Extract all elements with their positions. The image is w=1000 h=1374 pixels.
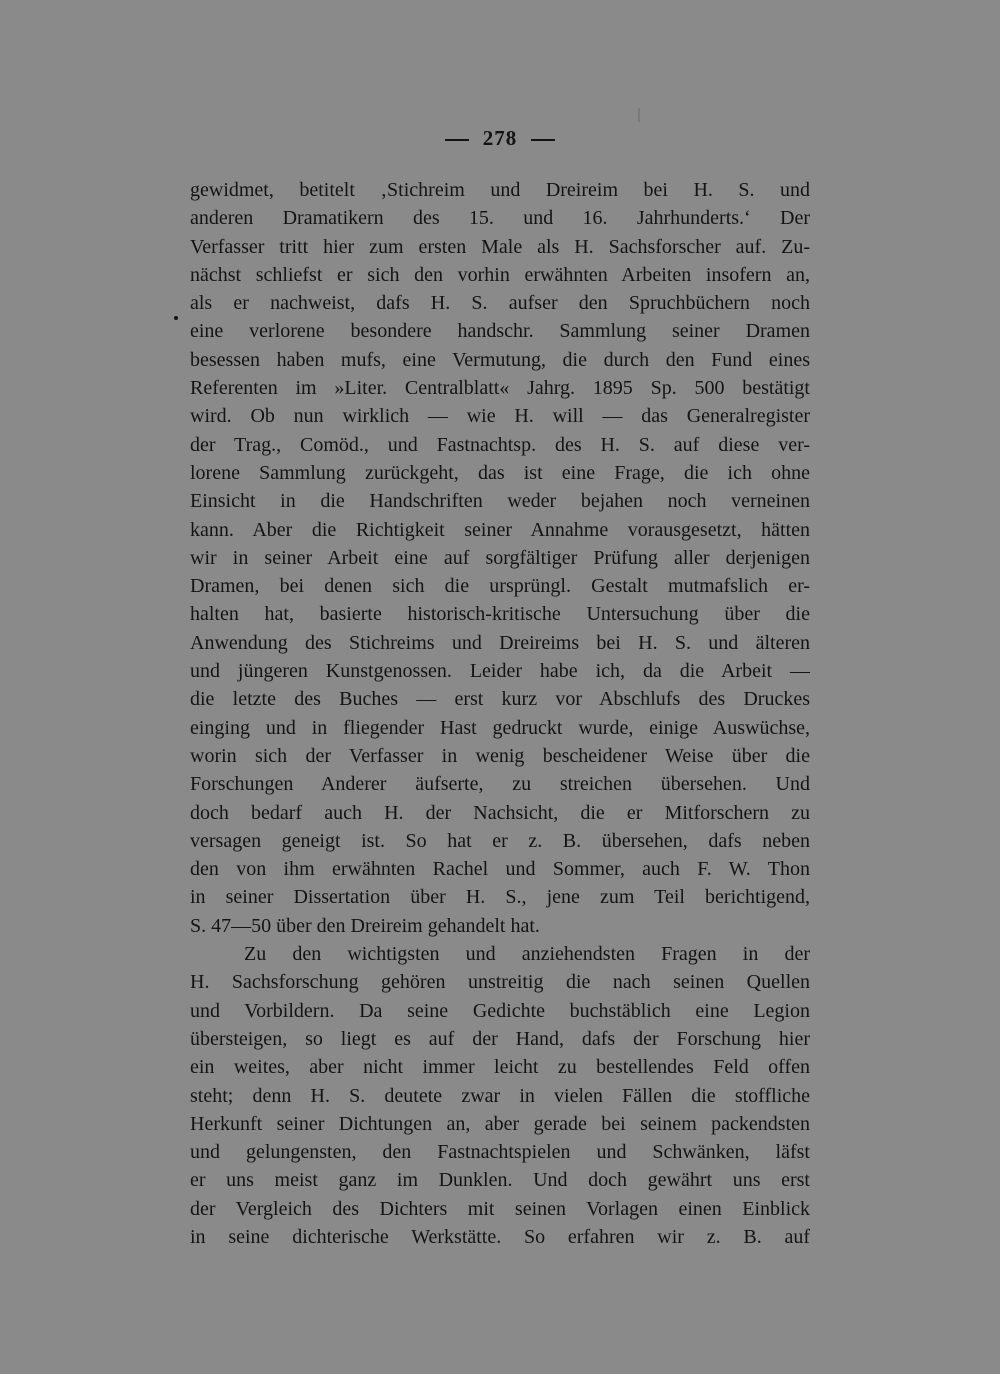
text-line: übersteigen, so liegt es auf der Hand, dafs der Forschung hier xyxy=(190,1027,810,1050)
header-dash-left xyxy=(445,139,469,141)
text-line: den von ihm erwähnten Rachel und Sommer, auch F. W. Thon xyxy=(190,858,810,881)
text-line: er uns meist ganz im Dunklen. Und doch gewährt uns erst xyxy=(190,1169,810,1192)
text-line: einging und in fliegender Hast gedruckt wurde, einige Auswüchse, xyxy=(190,716,810,739)
text-line: Zu den wichtigsten und anziehendsten Fragen in der xyxy=(244,943,810,966)
page-number-header xyxy=(0,126,1000,151)
scan-mark xyxy=(638,108,640,122)
text-line: und jüngeren Kunstgenossen. Leider habe ich, da die Arbeit — xyxy=(190,660,810,683)
text-line: Herkunft seiner Dichtungen an, aber gerade bei seinem packendsten xyxy=(190,1112,810,1135)
text-line: H. Sachsforschung gehören unstreitig die nach seinen Quellen xyxy=(190,971,810,994)
text-line: S. 47—50 über den Dreireim gehandelt hat. xyxy=(190,914,540,937)
text-line: der Vergleich des Dichters mit seinen Vorlagen einen Einblick xyxy=(190,1197,810,1220)
text-line: wir in seiner Arbeit eine auf sorgfältiger Prüfung aller derjenigen xyxy=(190,546,810,569)
text-line: die letzte des Buches — erst kurz vor Abschlufs des Druckes xyxy=(190,688,810,711)
text-line: kann. Aber die Richtigkeit seiner Annahme vorausgesetzt, hätten xyxy=(190,518,810,541)
text-line: versagen geneigt ist. So hat er z. B. übersehen, dafs neben xyxy=(190,829,810,852)
text-line: in seine dichterische Werkstätte. So erfahren wir z. B. auf xyxy=(190,1225,810,1248)
page-number: 278 xyxy=(482,126,518,150)
text-line: in seiner Dissertation über H. S., jene zum Teil berichtigend, xyxy=(190,886,810,909)
text-line: nächst schliefst er sich den vorhin erwähnten Arbeiten insofern an, xyxy=(190,263,810,286)
text-line: und gelungensten, den Fastnachtspielen und Schwänken, läfst xyxy=(190,1141,810,1164)
text-line: halten hat, basierte historisch-kritische Untersuchung über die xyxy=(190,603,810,626)
text-line: gewidmet, betitelt ‚Stichreim und Dreireim bei H. S. und xyxy=(190,179,810,201)
margin-dot xyxy=(174,316,178,320)
text-line: steht; denn H. S. deutete zwar in vielen Fällen die stoffliche xyxy=(190,1084,810,1107)
text-line: Anwendung des Stichreims und Dreireims bei H. S. und älteren xyxy=(190,631,810,654)
text-line: lorene Sammlung zurückgeht, das ist eine Frage, die ich ohne xyxy=(190,461,810,484)
text-line: wird. Ob nun wirklich — wie H. will — das Generalregister xyxy=(190,405,810,428)
text-line: Verfasser tritt hier zum ersten Male als H. Sachsforscher auf. Zu- xyxy=(190,235,810,258)
text-line: als er nachweist, dafs H. S. aufser den Spruchbüchern noch xyxy=(190,292,810,315)
text-line: eine verlorene besondere handschr. Sammlung seiner Dramen xyxy=(190,320,810,343)
text-line: Einsicht in die Handschriften weder bejahen noch verneinen xyxy=(190,490,810,513)
body-text xyxy=(190,176,810,1251)
text-line: anderen Dramatikern des 15. und 16. Jahrhunderts.‘ Der xyxy=(190,207,810,230)
header-dash-right xyxy=(531,139,555,141)
text-line: Referenten im »Liter. Centralblatt« Jahrg. 1895 Sp. 500 bestätigt xyxy=(190,377,810,400)
text-line: besessen haben mufs, eine Vermutung, die durch den Fund eines xyxy=(190,348,810,371)
text-line: worin sich der Verfasser in wenig bescheidener Weise über die xyxy=(190,744,810,767)
text-line: Forschungen Anderer äufserte, zu streichen übersehen. Und xyxy=(190,773,810,796)
text-line: und Vorbildern. Da seine Gedichte buchstäblich eine Legion xyxy=(190,999,810,1022)
text-line: doch bedarf auch H. der Nachsicht, die er Mitforschern zu xyxy=(190,801,810,824)
text-line: Dramen, bei denen sich die ursprüngl. Gestalt mutmafslich er- xyxy=(190,575,810,598)
text-line: ein weites, aber nicht immer leicht zu bestellendes Feld offen xyxy=(190,1056,810,1079)
text-line: der Trag., Comöd., und Fastnachtsp. des H. S. auf diese ver- xyxy=(190,433,810,456)
